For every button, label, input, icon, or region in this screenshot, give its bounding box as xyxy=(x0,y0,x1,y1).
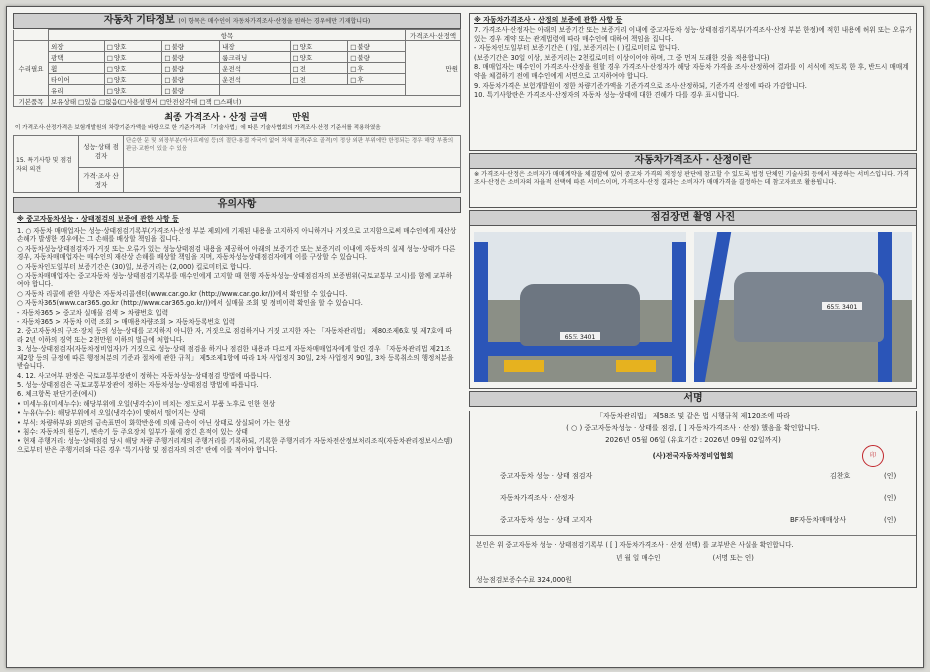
front-plate: 65도 3401 xyxy=(560,332,600,340)
notice-list xyxy=(17,227,457,454)
notice-item: - 자동차365 > 자동차 이력 조회 > 매매용차량조회 > 자동차등록번호 입력 xyxy=(17,318,236,327)
basic-items-label: 기본품목 xyxy=(14,96,49,107)
notice-item: 5. 성능·상태점검은 국토교통부장관이 정하는 자동차성능·상태점검 방법에 따릅니다. xyxy=(17,380,259,389)
warranty-title: ※ 자동차가격조사 · 산정의 보증에 관한 사항 등 xyxy=(474,16,623,24)
warranty-item: 9. 자동차가격은 보험개발원이 정한 차량기준가액을 기준가격으로 조사·산정하되, 기준가격 산정에 따라 가감합니다. xyxy=(474,81,807,90)
row-4-a[interactable]: □ 양호 xyxy=(107,87,127,95)
notice-item: • 누유(누수): 해당부위에서 오일(냉각수)이 맺혀서 떨어지는 상태 xyxy=(17,409,206,418)
warranty-item: - 자동차인도일부터 보증기간은 ( )일, 보증거리는 ( )킬로미터로 합니다. xyxy=(474,44,680,53)
final-price-note: 이 가격조사·산정가격은 보험개발원의 차량기준가액을 바탕으로 한 기준가격과 「기술사법」에 따른 기술사협회의 가격조사·산정 기준서를 적용하였음 xyxy=(15,125,381,131)
row-1-a[interactable]: □ 양호 xyxy=(107,54,127,62)
receipt-area xyxy=(470,535,916,565)
sign-row-2-label: 중고자동차 성능 · 상태 고지자 xyxy=(500,516,593,524)
sign-row-2-seal[interactable]: (인) xyxy=(884,516,897,524)
other-info-header xyxy=(13,13,461,29)
sign-date: 2026년 05월 06일 (유효기간 : 2026년 09월 02일까지) xyxy=(605,436,781,444)
sign-row-inspector xyxy=(470,465,916,487)
notice-item: - 자동차365 > 중고차 실매물 검색 > 차량번호 입력 xyxy=(17,308,169,317)
won-label: 만원 xyxy=(406,41,461,96)
sign-row-0-label: 중고자동차 성능 · 상태 점검자 xyxy=(500,472,593,480)
other-info-title: 자동차 기타정보 xyxy=(103,15,175,26)
row-3-d[interactable]: □ 후 xyxy=(350,76,363,84)
row-0-c[interactable]: □ 양호 xyxy=(293,43,313,51)
document-sheet xyxy=(6,6,924,668)
warranty-list xyxy=(474,26,912,100)
sign-org: (사)전국자동차정비업협회 xyxy=(652,452,734,460)
left-column xyxy=(13,13,461,610)
row-2-d[interactable]: □ 후 xyxy=(350,65,363,73)
final-price-label: 최종 가격조사 · 산정 금액 xyxy=(164,113,268,123)
sign-row-0-name: 김찬호 xyxy=(830,472,851,480)
special-sub2: 가격·조사 산정자 xyxy=(79,167,124,192)
right-column xyxy=(469,13,917,588)
receipt-date: 년 월 일 매수인 xyxy=(616,554,661,562)
fee-text: 성능점검보증수수료 324,000원 xyxy=(476,576,572,584)
notice-section xyxy=(13,213,461,610)
warranty-item: 7. 가격조사·산정자는 아래의 보증기간 또는 보증거리 이내에 중고자동차 성능·상태점검기록부(가격조사·산정 부분 한정)에 적힌 내용에 허위 또는 오류가 있는 경우 계약 또는 관계법령에 따라 매수인에 대하여 책임을 집니다. xyxy=(474,26,912,43)
price-header: 가격조사·산정액 xyxy=(406,30,461,41)
row-4-b[interactable]: □ 불량 xyxy=(164,87,184,95)
special-notes-table xyxy=(13,135,461,193)
notice-item: 2. 중고자동차의 구조·장치 등의 성능·상태를 고지하지 아니한 자, 거짓으로 점검하거나 거짓 고지한 자는 「자동차관리법」 제80조제6호 및 제7호에 따라 2년 이하의 징역 또는 2천만원 이하의 벌금에 처합니다. xyxy=(17,327,452,344)
row-0-name2: 내장 xyxy=(220,41,290,52)
special-notes-label: 15. 특기사항 및 점검자의 의견 xyxy=(14,136,79,193)
row-0-a[interactable]: □ 양호 xyxy=(107,43,127,51)
repair-label: 수리필요 xyxy=(14,41,49,96)
row-0-d[interactable]: □ 불량 xyxy=(350,43,370,51)
row-1-d[interactable]: □ 불량 xyxy=(350,54,370,62)
notice-item: • 침수: 자동차의 원동기, 변속기 등 주요장치 일부가 물에 잠긴 흔적이 있는 상태 xyxy=(17,427,248,436)
photo-area xyxy=(469,226,917,389)
final-price-row xyxy=(13,110,461,123)
sign-row-1-seal[interactable]: (인) xyxy=(884,494,897,502)
notice-item: • 미세누유(미세누수): 해당부위에 오일(냉각수)이 비치는 정도로서 부품 노후로 인한 현상 xyxy=(17,399,276,408)
row-3-c[interactable]: □ 전 xyxy=(293,76,306,84)
warranty-section xyxy=(469,13,917,151)
receipt-text: 본인은 위 중고자동차 성능 · 상태점검기록부 ( [ ] 자동차가격조사 · 산정 선택) 를 교부받은 사실을 확인합니다. xyxy=(476,541,794,549)
row-2-a[interactable]: □ 양호 xyxy=(107,65,127,73)
inspection-photo-front xyxy=(474,232,686,382)
row-3-name2: 운전석 xyxy=(220,74,290,85)
sign-law: 「자동차관리법」 제58조 및 같은 법 시행규칙 제120조에 따라 xyxy=(596,412,790,420)
row-1-c[interactable]: □ 양호 xyxy=(293,54,313,62)
row-1-name: 광택 xyxy=(49,52,105,63)
notice-header: 유의사항 xyxy=(13,197,461,213)
sign-header: 서명 xyxy=(469,391,917,407)
warranty-item: 10. 특기사항란은 가격조사·산정자의 자동차 성능·상태에 대한 견해가 다를 경우 표시합니다. xyxy=(474,91,739,100)
sign-row-2-name: BF자동차매매상사 xyxy=(790,516,847,524)
row-0-b[interactable]: □ 불량 xyxy=(164,43,184,51)
warranty-item: (보증기간은 30일 이상, 보증거리는 2천킬로미터 이상이어야 하며, 그 중 먼저 도래한 것을 적용합니다) xyxy=(474,53,770,62)
notice-item: 4. 12. 사고여부 판정은 국토교통부장관이 정하는 자동차성능·상태점검 방법에 따릅니다. xyxy=(17,371,272,380)
inspection-photo-rear xyxy=(694,232,912,382)
notice-item: 6. 체크항목 판단기준(예시) xyxy=(17,390,97,399)
definition-text: ※ 가격조사·산정은 소비자가 매매계약을 체결함에 있어 중고차 가격의 적정성 판단에 참고할 수 있도록 법정 단체인 기술사회 등에서 제공하는 서비스입니다. 가격조사·산정은 소비자의 자율적 선택에 따른 서비스이며, 가격조사·산정 결과는 소비자가 매매가격을 결정하는 데 참고자료로 활용됩니다. xyxy=(469,169,917,208)
notice-item: • 현재 주행거리: 성능·상태점검 당시 해당 차량 주행거리계의 주행거리를 기록하되, 기록한 주행거리가 자동차전산정보처리조직(자동차관리정보시스템)으로부터 받은 주행거리와 다른 경우 '특기사항 및 점검자의 의견' 란에 이를 적어야 합니다. xyxy=(17,437,453,454)
notice-item: ○ 자동차매매업자는 중고자동차 성능·상태점검기록부를 매수인에게 고지할 때 현행 자동차성능·상태점검자의 보증범위(국토교통부 고시)를 함께 교부하여야 합니다. xyxy=(17,272,453,289)
final-price-unit: 만원 xyxy=(292,113,310,123)
org-seal-stamp: 印 xyxy=(862,445,884,467)
other-info-note: (이 항목은 매수인이 자동차가격조사·산정을 원하는 경우에만 기재합니다) xyxy=(178,18,371,25)
rear-plate: 65도 3401 xyxy=(822,302,862,310)
row-2-name: 휠 xyxy=(49,63,105,74)
receipt-sign[interactable]: (서명 또는 인) xyxy=(712,554,754,562)
other-info-table xyxy=(13,29,461,107)
row-1-name2: 룸크리닝 xyxy=(220,52,290,63)
sign-confirm: ( ○ ) 중고자동차성능 · 상태를 점검, [ ] 자동차가격조사 · 산정) 했음을 확인합니다. xyxy=(566,424,820,432)
definition-header: 자동차가격조사 · 산정이란 xyxy=(469,153,917,169)
sign-section xyxy=(469,411,917,588)
notice-item: ○ 자동차성능상태점검자가 거짓 또는 오류가 있는 성능상태점검 내용을 제공하여 아래의 보증기간 또는 보증거리 이내에 자동차의 실제 성능·상태가 다른 경우, 자동차매매업자는 매수인의 재산상 손해를 배상할 책임을 지며, 자동차성능상태점검자에게 이를 구상할 수 있습니다. xyxy=(17,244,456,262)
sign-row-0-seal[interactable]: (인) xyxy=(884,472,897,480)
row-2-c[interactable]: □ 전 xyxy=(293,65,306,73)
sign-row-1-label: 자동차가격조사 · 산정자 xyxy=(500,494,575,502)
receipt-date-row xyxy=(476,552,910,562)
item-header: 항목 xyxy=(49,30,406,41)
notice-item: ○ 자동차 리콜에 관한 사항은 자동차리콜센터(www.car.go.kr (http://www.car.go.kr/))에서 확인할 수 있습니다. xyxy=(17,289,348,298)
row-3-name: 타이어 xyxy=(49,74,105,85)
warranty-item: 8. 매매업자는 매수인이 가격조사·산정을 원할 경우 가격조사·산정자가 해당 자동차 가격을 조사·산정하여 결과를 이 서식에 적도록 한 후, 반드시 매매계약을 체결하기 전에 매수인에게 서면으로 고지하여야 합니다. xyxy=(474,63,909,80)
notice-item: • 부식: 차량하부와 외판의 금속표면이 화학반응에 의해 금속이 아닌 상태로 상실되어 가는 현상 xyxy=(17,418,291,427)
special-sub1: 성능·상태 점검자 xyxy=(79,136,124,168)
notice-item: 3. 성능·상태점검자(자동차정비업자)가 거짓으로 성능·상태 점검을 하거나 점검한 내용과 다르게 자동차매매업자에게 알린 경우 「자동차관리법 제21조제2항 등의 규정에 따른 행정처분의 기준과 절차에 관한 규칙」 제5조제1항에 따라 1차 사업정지 30일, 2차 사업정지 90일, 3차 등록취소의 행정처분을 받습니다. xyxy=(17,345,454,371)
row-2-name2: 운전석 xyxy=(220,63,290,74)
sign-row-appraiser xyxy=(470,487,916,509)
sign-row-notifier xyxy=(470,509,916,531)
row-0-name: 외장 xyxy=(49,41,105,52)
row-3-a[interactable]: □ 양호 xyxy=(107,76,127,84)
row-1-b[interactable]: □ 불량 xyxy=(164,54,184,62)
row-4-name: 유리 xyxy=(49,85,105,96)
row-3-b[interactable]: □ 불량 xyxy=(164,76,184,84)
notice-item: ○ 자동차365(www.car365.go.kr (http://www.car365.go.kr/))에서 실매물 조회 및 정비이력 확인을 할 수 있습니다. xyxy=(17,299,363,308)
row-2-b[interactable]: □ 불량 xyxy=(164,65,184,73)
notice-subtitle: ※ 중고자동차성능 · 상태점검의 보증에 관한 사항 등 xyxy=(17,215,179,223)
notice-item: ○ 자동차인도일부터 보증기간은 (30)일, 보증거리는 (2,000) 킬로미터로 합니다. xyxy=(17,262,252,271)
notice-item: 1. ○ 자동차 매매업자는 성능·상태점검기록부(가격조사·산정 부분 제외)에 기재된 내용을 고지하지 아니하거나 거짓으로 고지함으로써 매수인에게 재산상 손해가 발생한 경우에는 그 손해를 배상할 책임을 집니다. xyxy=(17,227,457,244)
basic-items-text: 보유상태 □있음 □없음(□사용설명서 □안전삼각대 □잭 □스패너) xyxy=(49,96,461,107)
photo-header: 점검장면 촬영 사진 xyxy=(469,210,917,226)
special-sub1-text: 단순한 문 및 외장부분(자사프레임 등)의 절단·용접 자국이 없어 차체 골격(주요 골격)이 정상 외판 부위에만 한정되는 경우 해당 부품의 판금·교환이 있을 수 있음 xyxy=(124,136,461,168)
